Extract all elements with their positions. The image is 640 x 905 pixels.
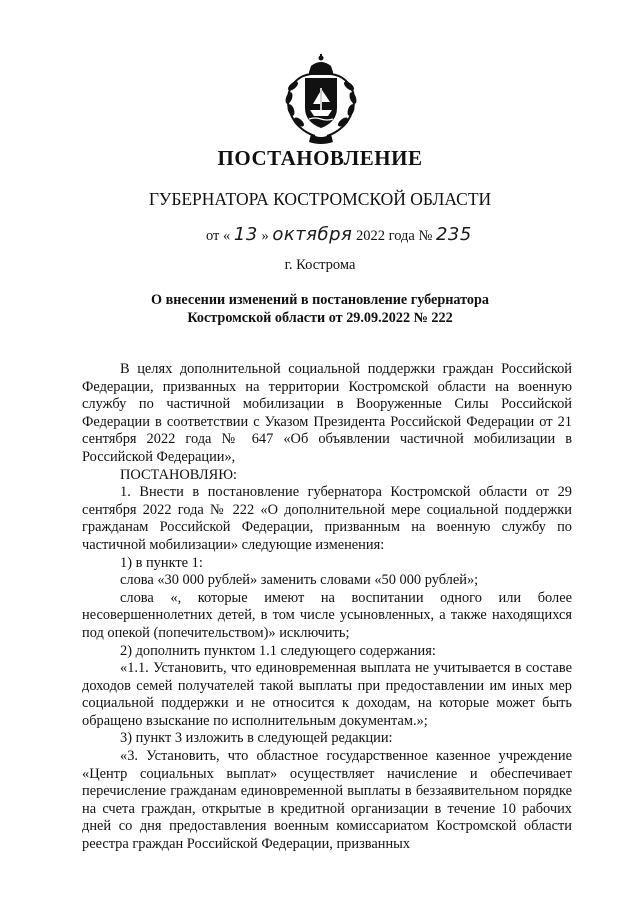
- coat-of-arms-icon: [275, 52, 367, 147]
- paragraph: 1) в пункте 1:: [120, 554, 203, 571]
- heading-line-2: Костромской области от 29.09.2022 № 222: [187, 310, 453, 326]
- paragraph: 3) пункт 3 изложить в следующей редакции:: [120, 730, 393, 747]
- paragraph: В целях дополнительной социальной поддержки граждан Российской Федерации, призванных на территории Костромской области на военную службу по частичной мобилизации в Вооруженные Силы Российской Федерации в соответствии с Указом Президента Российской Федерации от 21 сентября 2022 года № 647 «Об объявлении частичной мобилизации в Российской Федерации»,: [82, 361, 572, 465]
- city-name: г. Кострома: [284, 257, 356, 273]
- issuer-name: ГУБЕРНАТОРА КОСТРОМСКОЙ ОБЛАСТИ: [148, 189, 492, 209]
- document-number: 235: [435, 224, 472, 245]
- date-day: 13: [233, 224, 258, 245]
- date-month: октября: [272, 224, 353, 245]
- paragraph: слова «30 000 рублей» заменить словами «50 000 рублей»;: [120, 572, 479, 589]
- document-body: [82, 361, 572, 854]
- paragraph: ПОСТАНОВЛЯЮ:: [120, 466, 238, 483]
- date-prefix: от «: [206, 228, 231, 244]
- paragraph: 1. Внести в постановление губернатора Костромской области от 29 сентября 2022 года № 222 «О дополнительной мере социальной поддержки гражданам Российской Федерации, призванным на военную службу по частичной мобилизации» следующие изменения:: [82, 484, 572, 553]
- document-title: ПОСТАНОВЛЕНИЕ: [217, 146, 423, 170]
- date-year: 2022 года №: [356, 228, 436, 244]
- date-and-number: [206, 224, 472, 245]
- paragraph: «3. Установить, что областное государственное казенное учреждение «Центр социальных выплат» осуществляет начисление и обеспечивает перечисление гражданам единовременной выплаты в беззаявительном порядке на счета граждан, открытые в кредитной организации в течение 10 рабочих дней со дня предоставления военным комиссариатом Костромской области реестра граждан Российской Федерации, призванных: [82, 748, 572, 853]
- paragraph: «1.1. Установить, что единовременная выплата не учитывается в составе доходов семей получателей такой выплаты при предоставлении им иных мер социальной поддержки и не относится к доходам, на которые может быть обращено взыскание по исполнительным документам.»;: [82, 660, 572, 729]
- paragraph: слова «, которые имеют на воспитании одного или более несовершеннолетних детей, в том числе усыновленных, а также находящихся под опекой (попечительством)» исключить;: [82, 589, 572, 641]
- date-mid: »: [261, 228, 269, 244]
- heading-line-1: О внесении изменений в постановление губернатора: [151, 292, 489, 308]
- paragraph: 2) дополнить пунктом 1.1 следующего содержания:: [120, 642, 436, 659]
- document-heading: [0, 291, 640, 327]
